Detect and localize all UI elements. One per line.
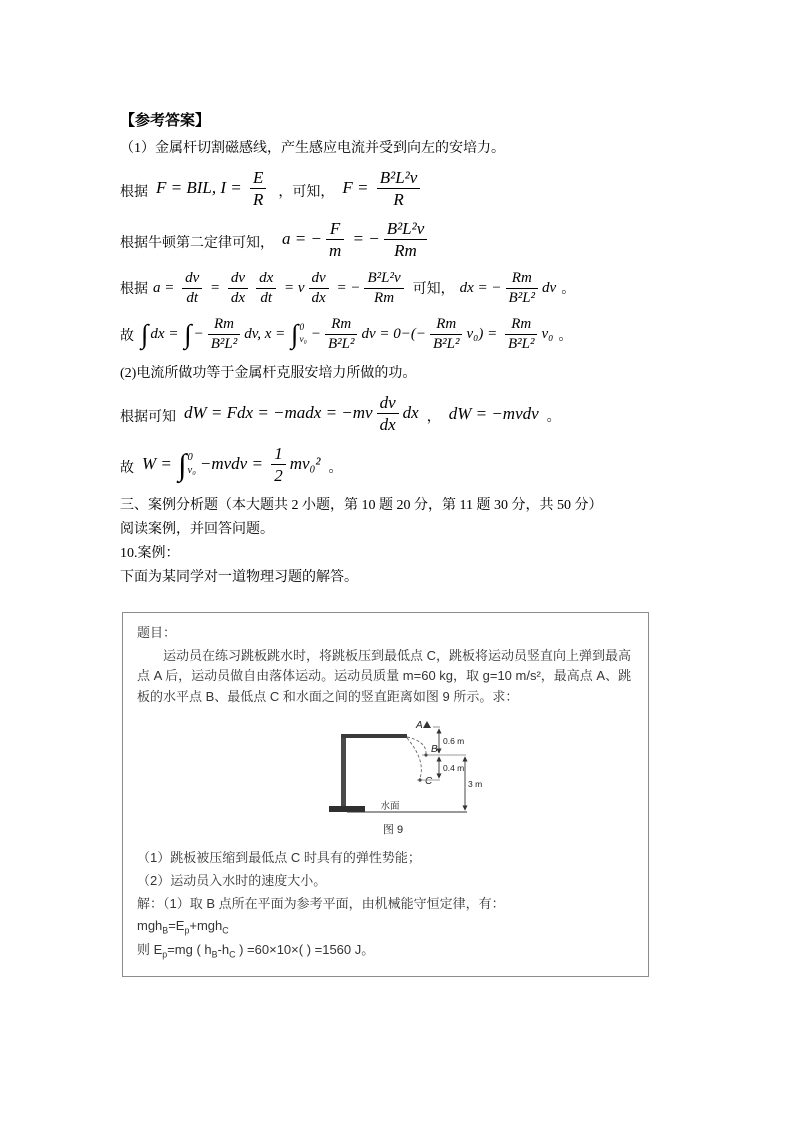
formula-row-5 (120, 393, 680, 435)
formula-row-1 (120, 168, 680, 210)
answer-section (120, 110, 680, 977)
sub-question-1: （1）跳板被压缩到最低点 C 时具有的弹性势能； (137, 850, 421, 866)
formula-acceleration: a = − $\frac{F}{m}$ = − $\frac{\text{B²L²v}}{Rm}$ (282, 219, 431, 261)
reference-answer-heading: 【参考答案】 (120, 113, 211, 129)
formula-work: W = ∫ 0 v₀ −mvdv = $\frac{1}{2}$ mv₀² (142, 443, 321, 486)
label-gu-2: 故 (120, 460, 134, 476)
label-kezhi-2: 可知， (412, 282, 455, 298)
formula-row-6 (120, 444, 680, 486)
formula-dx: dx = − $\frac{Rm}{\text{B²L²}}$ dv (459, 269, 557, 306)
solution-equation-result: 则 $E_p=mg$ ( $h_B-h_C$ ) =60×10×( ) =1560 J。 (137, 942, 375, 960)
water-surface-label: 水面 (380, 801, 400, 813)
answer-part1-text: （1）金属杆切割磁感线，产生感应电流并受到向左的安培力。 (120, 140, 505, 156)
label-genju-1: 根据 (120, 184, 148, 200)
label-genju-kezhi: 根据可知 (120, 409, 176, 425)
problem-title-label: 题目： (137, 624, 177, 640)
question-10-label: 10.案例： (120, 545, 180, 561)
figure-caption: 图 9 (382, 824, 404, 837)
trajectory-to-c (407, 738, 421, 778)
question-10-intro: 下面为某同学对一道物理习题的解答。 (120, 569, 358, 585)
sub-question-2: （2）运动员入水时的速度大小。 (137, 872, 327, 888)
formula-integral-x: ∫ dx = ∫ − $\frac{Rm}{\text{B²L²}}$ dv, x = ∫ 0 v₀ − $\frac{Rm}{\text{B²L²}}$ dv = 0−(− $\frac{Rm}{\text{B²L²}}$ v₀) = $\frac{Rm}{\text{B²L²}}$ v₀ (141, 316, 554, 353)
formula-row-4 (120, 316, 680, 354)
formula-dw: dW = Fdx = −madx = −mv $\frac{dv}{dx}$ dx (184, 392, 419, 435)
formula-row-3 (120, 270, 680, 308)
trajectory-to-b (407, 737, 426, 753)
label-newton-law: 根据牛顿第二定律可知， (120, 235, 274, 251)
label-gu-1: 故 (120, 328, 134, 344)
dimension-label-0-6m: 0.6 m (443, 736, 465, 747)
dimension-label-3m: 3 m (468, 779, 483, 790)
period-2: 。 (558, 328, 573, 344)
section-heading-case-analysis: 三、案例分析题（本大题共 2 小题，第 10 题 20 分，第 11 题 30 分，共 50 分） (120, 497, 603, 513)
answer-part2-text: (2)电流所做功等于金属杆克服安培力所做的功。 (120, 365, 417, 381)
solution-equation-energy: $mgh_B=E_p+mgh_C$ (137, 918, 229, 937)
diving-post (341, 738, 346, 806)
formula-f-b2l2v: F = $\frac{\text{B²L²v}}{R}$ (342, 168, 424, 210)
diving-board (341, 734, 407, 738)
period-3: 。 (546, 409, 561, 425)
formula-chain-rule: a = $\frac{dv}{dt}$ = $\frac{dv}{dx}$ $\frac{dx}{dt}$ = v $\frac{dv}{dx}$ = − $\frac{\text{B²L²v}}{Rm}$ (153, 270, 408, 308)
point-b-label: B (431, 744, 438, 756)
period-4: 。 (328, 460, 343, 476)
label-kezhi-1: ，可知， (278, 184, 335, 200)
label-genju-2: 根据 (120, 282, 148, 298)
section-instruction: 阅读案例，并回答问题。 (120, 521, 274, 537)
point-a-marker (423, 721, 431, 728)
point-c-label: C (425, 776, 433, 788)
period-1: 。 (561, 282, 576, 298)
comma-1: ， (426, 409, 441, 425)
point-a-label: A (416, 720, 423, 732)
formula-dw-simple: dW = −mvdv (448, 403, 539, 423)
figure-9 (327, 712, 487, 842)
ground-base (329, 806, 365, 812)
solution-line-1: 解：（1）取 B 点所在平面为参考平面，由机械能守恒定律，有： (137, 895, 505, 911)
figure-9-diagram (327, 712, 487, 842)
formula-row-2 (120, 219, 680, 261)
problem-box (122, 612, 649, 977)
dimension-label-0-4m: 0.4 m (443, 763, 465, 774)
problem-statement: 运动员在练习跳板跳水时，将跳板压到最低点 C，跳板将运动员竖直向上弹到最高点 A 后，运动员做自由落体运动。运动员质量 m=60 kg，取 g=10 m/s²，最高点 A、跳板的水平点 B、最低点 C 和水面之间的竖直距离如图 9 所示。求： (137, 647, 632, 705)
formula-f-bil: F = BIL, I = $\frac{E}{R}$ (156, 168, 270, 210)
